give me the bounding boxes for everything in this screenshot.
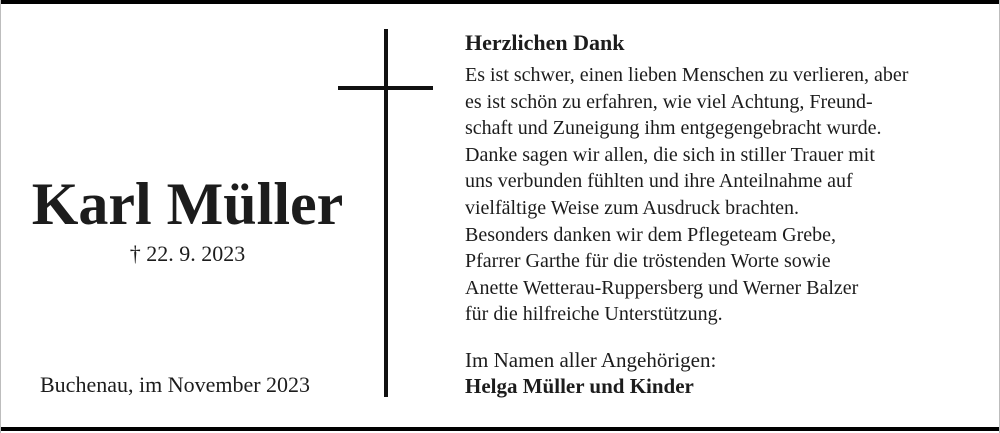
thanks-line: es ist schön zu erfahren, wie viel Achtung, Freund- <box>465 90 873 113</box>
thanks-line: uns verbunden fühlten und ihre Anteilnahme auf <box>465 170 853 193</box>
thanks-line: Es ist schwer, einen lieben Menschen zu verlieren, aber <box>465 64 909 86</box>
thanks-line: vielfältige Weise zum Ausdruck brachten. <box>465 196 800 219</box>
cross-vertical-stroke <box>384 29 388 397</box>
closing-block <box>465 348 716 399</box>
place-and-date-line: Buchenau, im November 2023 <box>40 372 311 397</box>
thanks-line: Pfarrer Garthe für die tröstenden Worte sowie <box>465 250 831 273</box>
left-edge-line <box>0 0 1 433</box>
deceased-name: Karl Müller <box>31 171 344 237</box>
thanks-heading: Herzlichen Dank <box>465 30 625 55</box>
thanks-line: für die hilfreiche Unterstützung. <box>465 303 723 326</box>
thanks-line: Anette Wetterau-Ruppersberg und Werner Balzer <box>465 276 859 299</box>
thanks-body <box>465 62 908 328</box>
thanks-line: schaft und Zuneigung ihm entgegengebracht wurde. <box>465 117 882 140</box>
cross-horizontal-stroke <box>338 86 433 90</box>
top-rule <box>0 0 1000 4</box>
death-date: † 22. 9. 2023 <box>129 241 246 266</box>
closing-family-names: Helga Müller und Kinder <box>465 373 694 398</box>
closing-intro: Im Namen aller Angehörigen: <box>465 348 717 372</box>
thanks-line: Besonders danken wir dem Pflegeteam Grebe, <box>465 223 836 246</box>
bottom-rule <box>0 427 1000 431</box>
thanks-line: Danke sagen wir allen, die sich in stiller Trauer mit <box>465 143 875 166</box>
